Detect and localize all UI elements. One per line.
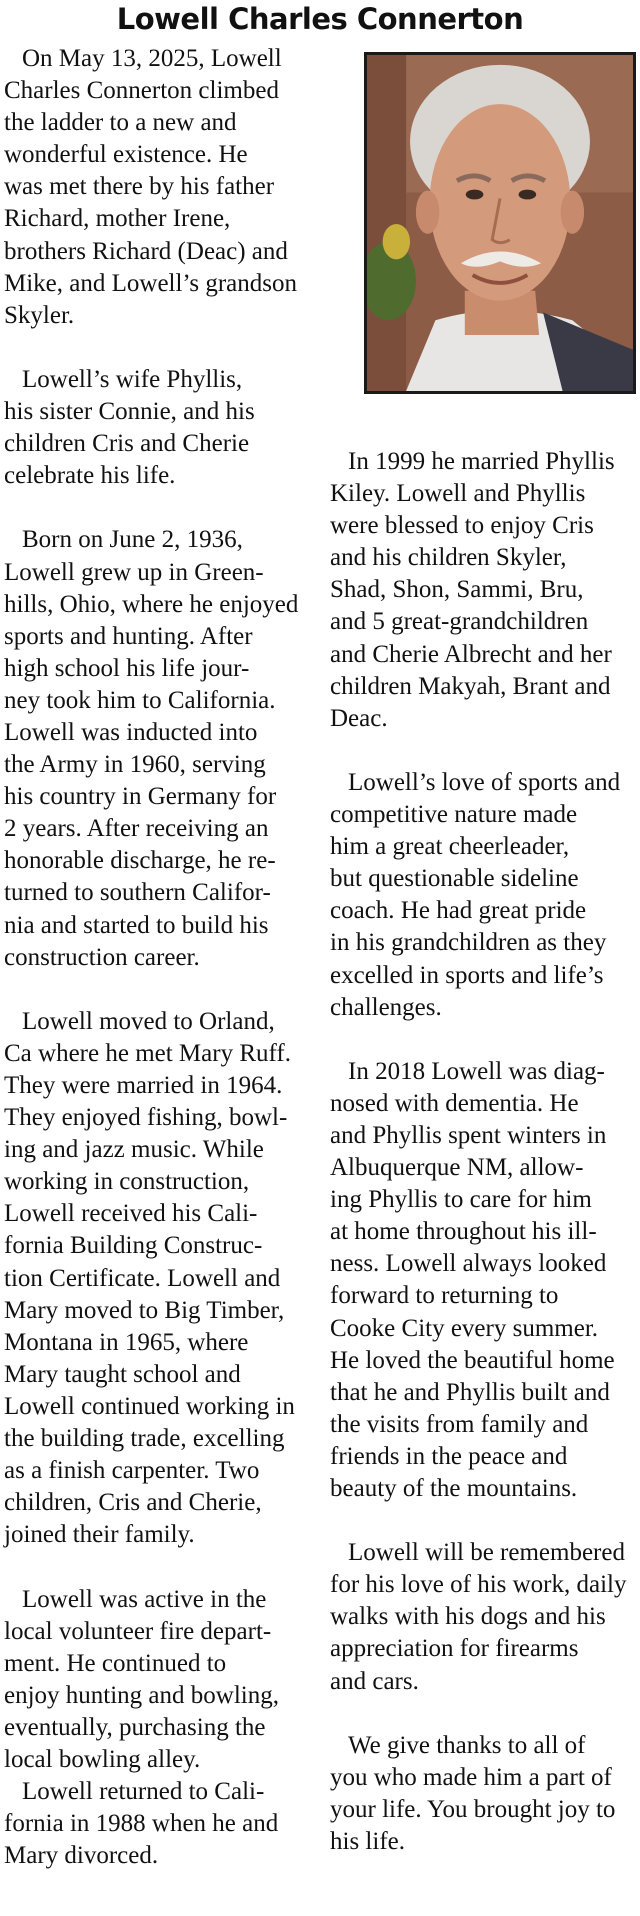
text-line: Lowell was active in the [22, 1585, 267, 1613]
text-line: Mike, and Lowell’s grandson [4, 269, 298, 297]
text-line: friends in the peace and [330, 1442, 568, 1470]
text-line: In 1999 he married Phyllis [348, 448, 615, 475]
text-line: the visits from family and [330, 1410, 589, 1438]
text-line: ness. Lowell always looked [330, 1250, 607, 1278]
text-line: Richard, mother Irene, [4, 205, 231, 233]
paragraph-gap [4, 1551, 314, 1583]
text-line: and Cherie Albrecht and her [330, 640, 612, 668]
text-line: Mary divorced. [4, 1842, 159, 1870]
text-line: that he and Phyllis built and [330, 1378, 610, 1406]
text-line: nosed with dementia. He [330, 1089, 579, 1117]
text-line: Cooke City every summer. [330, 1314, 599, 1342]
text-line: Lowell will be remembered [348, 1539, 625, 1567]
text-line: children Makyah, Brant and [330, 672, 611, 700]
text-line: Deac. [330, 704, 388, 732]
text-line: for his love of his work, daily [330, 1571, 627, 1599]
text-line: you who made him a part of [330, 1763, 612, 1791]
text-line: excelled in sports and life’s [330, 961, 604, 989]
text-line: beauty of the mountains. [330, 1475, 578, 1502]
text-line: hills, Ohio, where he enjoyed [4, 590, 299, 618]
text-line: your life. You brought joy to [330, 1795, 616, 1823]
obituary-title: Lowell Charles Connerton [116, 2, 524, 36]
text-line: the Army in 1960, serving [4, 751, 266, 779]
text-line: Lowell moved to Orland, [22, 1007, 275, 1035]
text-line: sports and hunting. After [4, 622, 253, 650]
text-line: Kiley. Lowell and Phyllis [330, 480, 586, 508]
text-line: Born on June 2, 1936, [22, 526, 243, 554]
text-line: Lowell received his Cali- [4, 1200, 258, 1228]
text-line: his sister Connie, and his [4, 398, 255, 426]
text-line: local bowling alley. [4, 1745, 201, 1773]
text-line: celebrate his life. [4, 462, 176, 490]
paragraph-gap [330, 735, 640, 767]
text-line: the building trade, excelling [4, 1425, 285, 1453]
text-line: at home throughout his ill- [330, 1218, 597, 1246]
text-line: In 2018 Lowell was diag- [348, 1057, 605, 1085]
text-line: He loved the beautiful home [330, 1346, 615, 1374]
text-line: but questionable sideline [330, 865, 579, 893]
text-line: his life. [330, 1828, 405, 1856]
text-line: fornia Building Construc- [4, 1232, 263, 1260]
paragraph-gap [330, 1505, 640, 1537]
left-column [4, 43, 314, 1872]
text-line: 2 years. After receiving an [4, 815, 269, 843]
text-line: coach. He had great pride [330, 897, 587, 925]
text-line: ing and jazz music. While [4, 1136, 264, 1164]
text-line: working in construction, [4, 1168, 250, 1196]
portrait-photo [364, 52, 636, 394]
paragraph-gap [330, 1698, 640, 1730]
right-column [330, 446, 640, 1858]
text-line: Lowell was inducted into [4, 718, 258, 746]
text-line: in his grandchildren as they [330, 929, 607, 957]
text-line: nia and started to build his [4, 911, 269, 939]
text-line: brothers Richard (Deac) and [4, 237, 288, 265]
text-line: Ca where he met Mary Ruff. [4, 1039, 291, 1067]
text-line: his country in Germany for [4, 783, 277, 811]
text-line: Lowell’s love of sports and [348, 768, 621, 796]
text-line: forward to returning to [330, 1282, 559, 1310]
text-line: wonderful existence. He [4, 141, 248, 169]
text-line: They were married in 1964. [4, 1072, 283, 1099]
text-line: Mary taught school and [4, 1360, 241, 1388]
text-line: honorable discharge, he re- [4, 847, 276, 875]
text-line: Skyler. [4, 301, 75, 329]
text-line: fornia in 1988 when he and [4, 1810, 279, 1838]
text-line: Mary moved to Big Timber, [4, 1296, 285, 1324]
text-line: him a great cheerleader, [330, 833, 570, 861]
text-line: On May 13, 2025, Lowell [22, 45, 282, 72]
text-line: ing Phyllis to care for him [330, 1186, 592, 1214]
text-line: children, Cris and Cherie, [4, 1489, 262, 1517]
text-line: and 5 great-grandchildren [330, 608, 589, 636]
text-line: walks with his dogs and his [330, 1603, 606, 1631]
text-line: turned to southern Califor- [4, 879, 271, 907]
text-line: We give thanks to all of [348, 1731, 586, 1759]
text-line: Lowell returned to Cali- [22, 1778, 265, 1806]
text-line: ment. He continued to [4, 1649, 227, 1677]
text-line: joined their family. [4, 1521, 195, 1549]
text-line: challenges. [330, 993, 442, 1021]
text-line: enjoy hunting and bowling, [4, 1681, 279, 1709]
text-line: competitive nature made [330, 801, 578, 829]
text-line: appreciation for firearms [330, 1635, 579, 1663]
text-line: Lowell’s wife Phyllis, [22, 365, 243, 393]
text-line: tion Certificate. Lowell and [4, 1264, 281, 1292]
text-line: construction career. [4, 943, 200, 971]
text-line: Montana in 1965, where [4, 1328, 249, 1356]
text-line: They enjoyed fishing, bowl- [4, 1104, 288, 1132]
text-line: Shad, Shon, Sammi, Bru, [330, 576, 584, 604]
text-line: was met there by his father [4, 173, 275, 201]
text-line: Charles Connerton climbed [4, 77, 279, 105]
text-line: as a finish carpenter. Two [4, 1457, 260, 1485]
text-line: high school his life jour- [4, 654, 250, 682]
text-line: and his children Skyler, [330, 544, 567, 572]
paragraph-gap [4, 492, 314, 524]
text-line: and Phyllis spent winters in [330, 1121, 607, 1149]
text-line: eventually, purchasing the [4, 1713, 266, 1741]
text-line: were blessed to enjoy Cris [330, 512, 594, 540]
text-line: local volunteer fire depart- [4, 1617, 272, 1645]
text-line: Albuquerque NM, allow- [330, 1154, 584, 1182]
text-line: Lowell grew up in Green- [4, 558, 264, 586]
paragraph-gap [4, 332, 314, 364]
text-line: children Cris and Cherie [4, 430, 250, 458]
text-line: the ladder to a new and [4, 109, 237, 137]
paragraph-gap [4, 974, 314, 1006]
text-line: Lowell continued working in [4, 1392, 295, 1420]
text-line: and cars. [330, 1667, 419, 1695]
text-line: ney took him to California. [4, 686, 276, 714]
paragraph-gap [330, 1024, 640, 1056]
